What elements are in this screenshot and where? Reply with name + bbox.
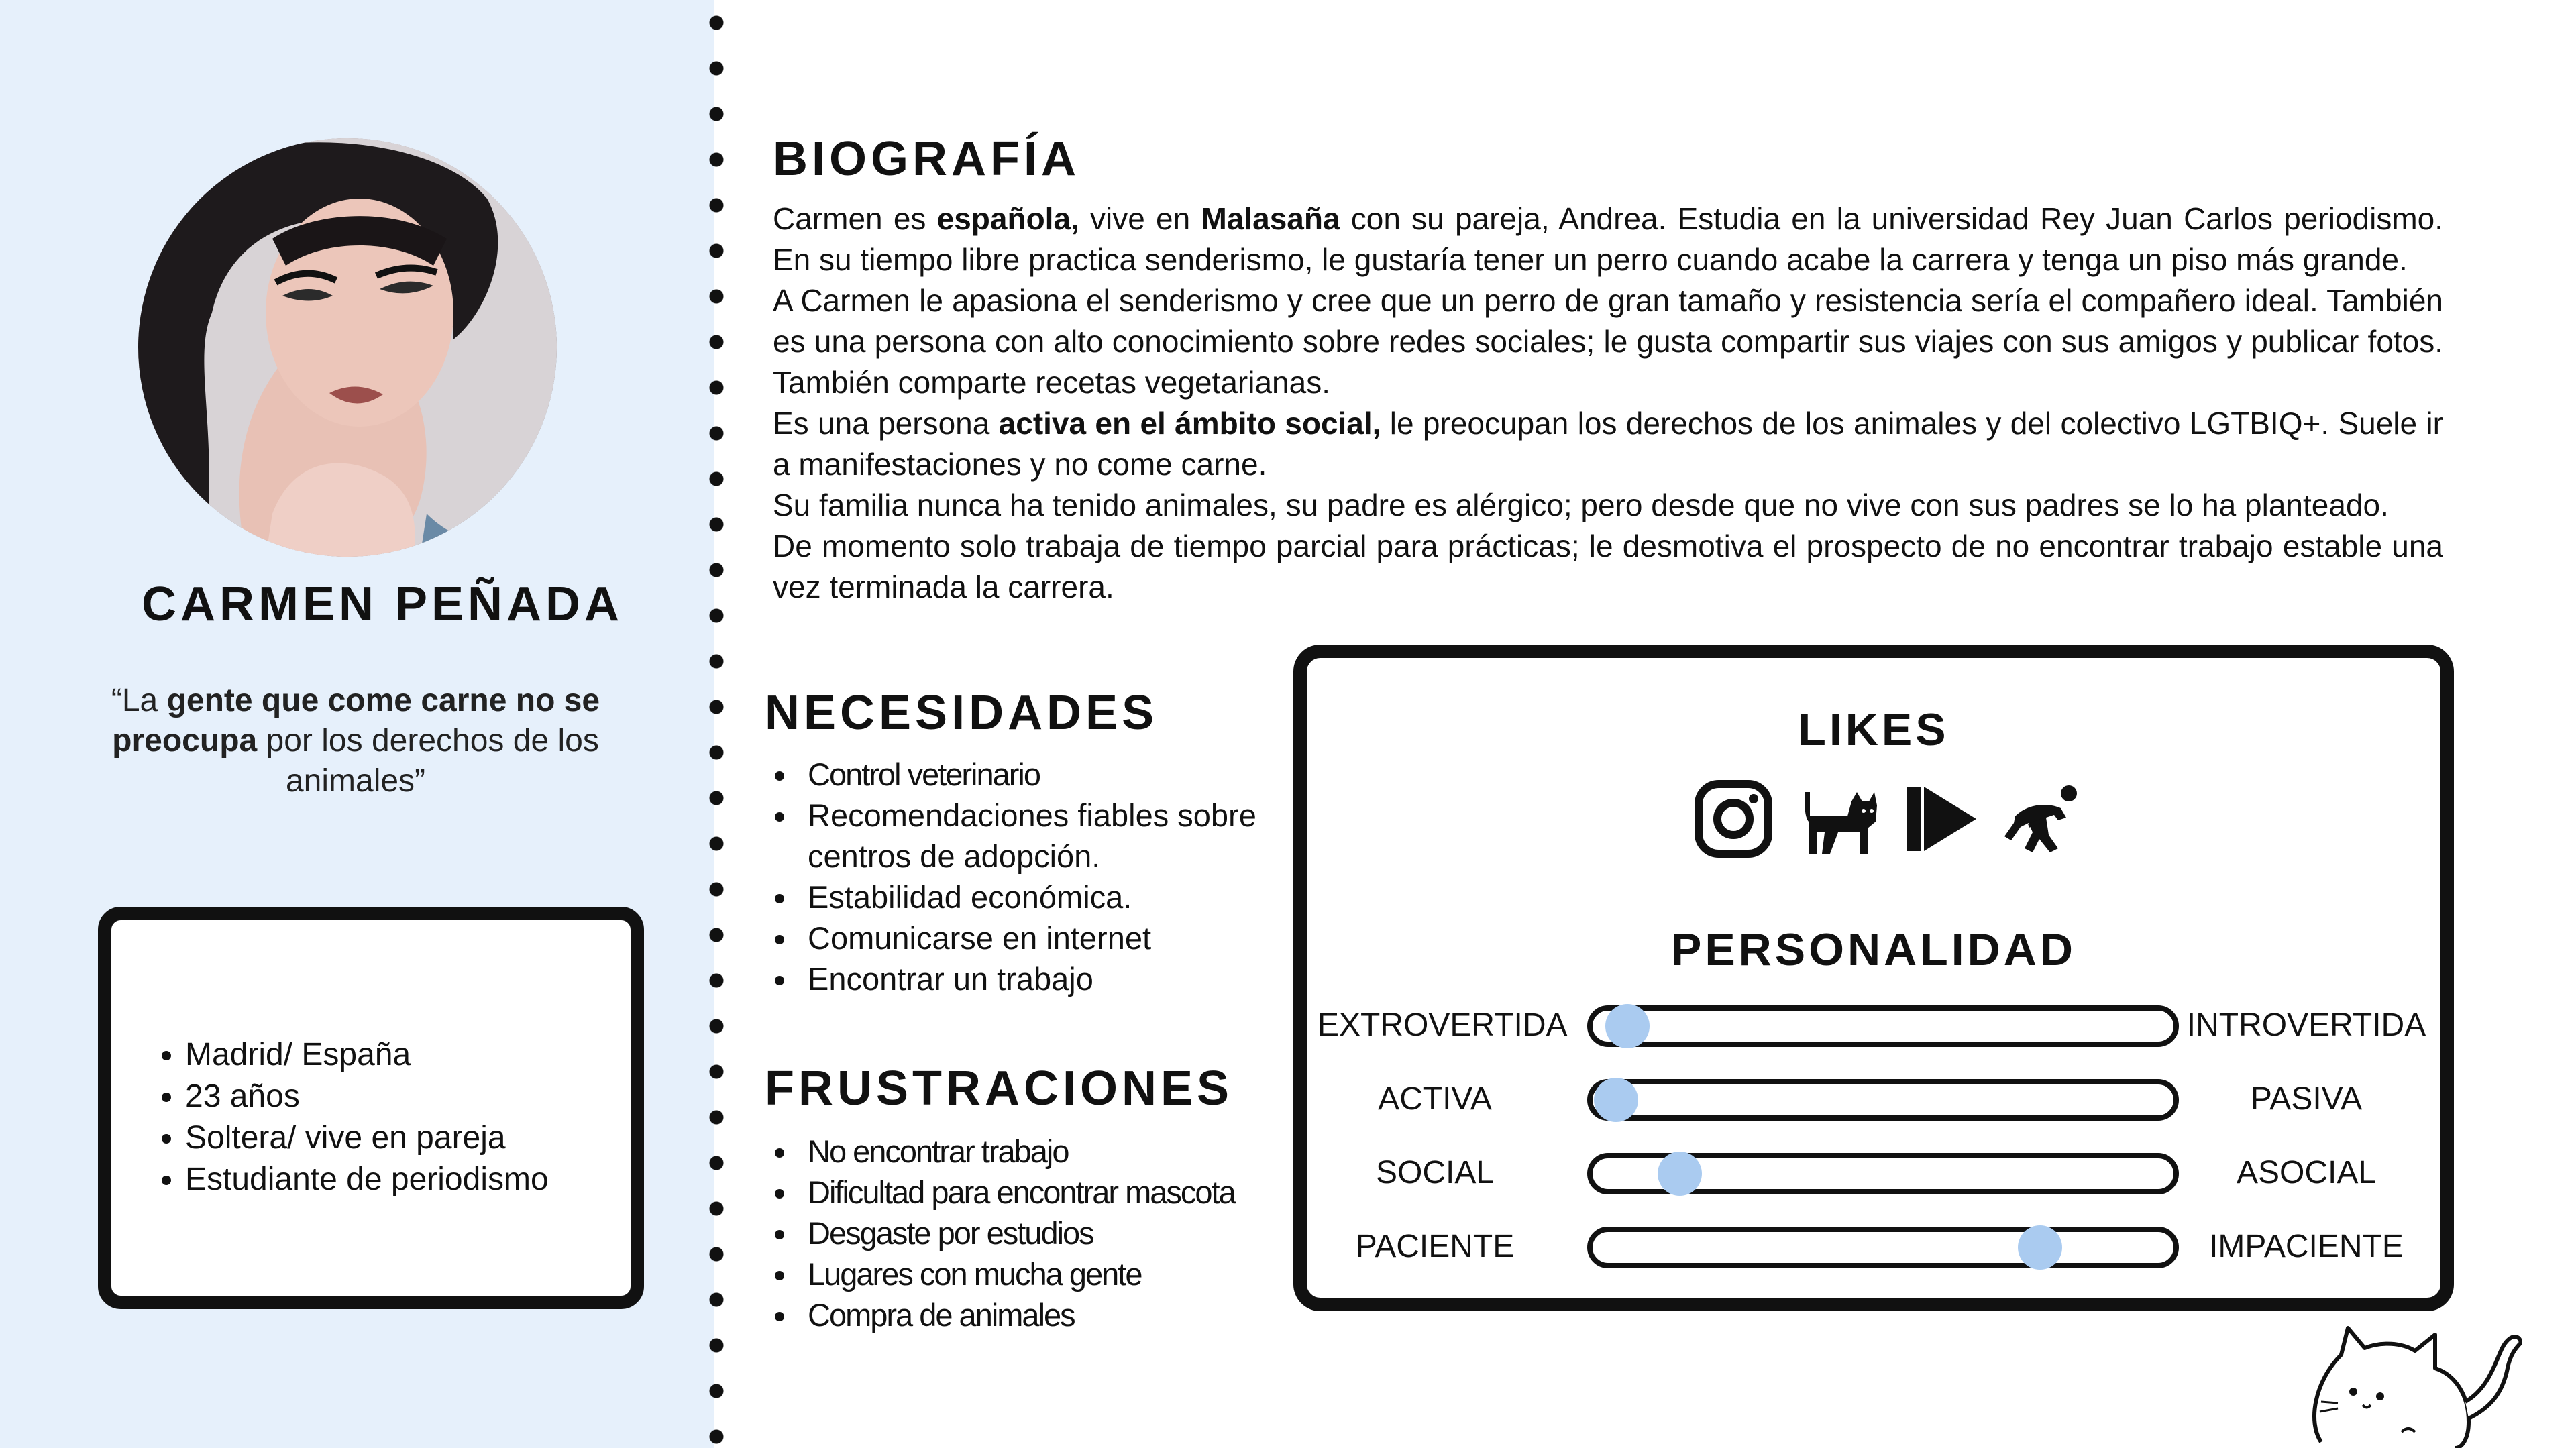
trait-slider[interactable] [1587,1005,2179,1047]
likes-icons [1693,779,2089,873]
instagram-icon [1693,779,1774,859]
personality-title: PERSONALIDAD [1670,924,2077,975]
needs-item: • Estabilidad económica. [798,877,1308,917]
bio-paragraph-4: Su familia nunca ha tenido animales, su padre es alérgico; pero desde que no vive con sus padres se lo ha planteado. [773,488,2389,522]
trait-left-label: ACTIVA [1378,1081,1492,1117]
trait-row [1307,999,2440,1052]
bio-paragraph-1 [773,199,2443,280]
trait-slider[interactable] [1587,1153,2179,1194]
bio-text: Carmen es [773,201,937,236]
dotted-divider [708,0,724,1448]
bio-paragraph-3 [773,403,2443,485]
persona-name: CARMEN PEÑADA [141,577,624,631]
bio-bold: española, [936,201,1079,236]
frustrations-item: • No encontrar trabajo [798,1131,1335,1172]
quote-rest: por los derechos de los animales” [257,723,599,799]
hiking-icon [2002,779,2082,859]
trait-slider-knob[interactable] [1658,1152,1702,1196]
trait-slider[interactable] [1587,1079,2179,1121]
frustrations-item: • Lugares con mucha gente [798,1254,1335,1294]
cat-icon [1801,779,1881,859]
frustrations-title: FRUSTRACIONES [765,1062,1234,1115]
persona-quote [101,681,610,801]
trait-slider-knob[interactable] [1605,1004,1650,1048]
frustrations-item: • Compra de animales [798,1294,1335,1335]
needs-item: • Control veterinario [798,754,1308,795]
bio-text: vive en [1079,201,1201,236]
needs-item: • Recomendaciones fiables sobre centros de adopción. [798,795,1308,877]
needs-list [765,754,1308,999]
info-item-status: • Soltera/ vive en pareja [185,1117,549,1159]
bio-text: le preocupan los derechos de los animales y del colectivo LGTBIQ+. Suele ir a manifestaciones y no come carne. [773,406,2443,482]
likes-personality-card [1293,645,2454,1311]
bio-bold: activa en el ámbito social, [998,406,1381,441]
trait-left-label: SOCIAL [1375,1155,1495,1190]
avatar [138,138,557,557]
trait-right-label: INTROVERTIDA [2186,1007,2426,1043]
bio-paragraph-2: A Carmen le apasiona el senderismo y cree que un perro de gran tamaño y resistencia sería el compañero ideal. También es una persona con alto conocimiento sobre redes sociales; le gusta compartir sus viajes con sus amigos y publicar fotos. También comparte recetas vegetarianas. [773,283,2443,400]
needs-item: • Encontrar un trabajo [798,958,1308,999]
biography-text [773,199,2443,608]
likes-title: LIKES [1798,704,1949,755]
info-item-age: • 23 años [185,1076,549,1117]
trait-slider-knob[interactable] [2018,1225,2062,1270]
bio-text: Es una persona [773,406,999,441]
trait-slider-knob[interactable] [1594,1078,1638,1122]
frustrations-item: • Dificultad para encontrar mascota [798,1172,1335,1213]
info-list [111,1034,549,1201]
trait-left-label: PACIENTE [1355,1229,1515,1264]
trait-right-label: PASIVA [2250,1081,2363,1117]
needs-title: NECESIDADES [765,686,1159,740]
quote-bold: gente que come carne no se preocupa [112,683,600,759]
avatar-photo [138,138,557,557]
cat-doodle-icon [2301,1308,2522,1448]
quote-open: “La [111,683,167,718]
play-icon [1901,779,1982,859]
info-item-occupation: • Estudiante de periodismo [185,1159,549,1201]
trait-row [1307,1072,2440,1126]
info-card [98,907,644,1309]
trait-slider[interactable] [1587,1227,2179,1268]
trait-row [1307,1220,2440,1274]
info-item-location: • Madrid/ España [185,1034,549,1076]
bio-text: con su pareja, Andrea. Estudia en la universidad Rey Juan Carlos periodismo. En su tiempo libre practica senderismo, le gustaría tener un perro cuando acabe la carrera y tenga un piso más grande. [773,201,2443,277]
needs-item: • Comunicarse en internet [798,917,1308,958]
frustrations-list [765,1131,1335,1335]
frustrations-item: • Desgaste por estudios [798,1213,1335,1254]
trait-right-label: IMPACIENTE [2209,1229,2404,1264]
biography-title: BIOGRAFÍA [773,132,1080,186]
trait-row [1307,1146,2440,1200]
trait-right-label: ASOCIAL [2236,1155,2377,1190]
bio-bold: Malasaña [1201,201,1340,236]
bio-paragraph-5: De momento solo trabaja de tiempo parcial para prácticas; le desmotiva el prospecto de no encontrar trabajo estable una vez terminada la carrera. [773,528,2443,604]
trait-left-label: EXTROVERTIDA [1318,1007,1568,1043]
